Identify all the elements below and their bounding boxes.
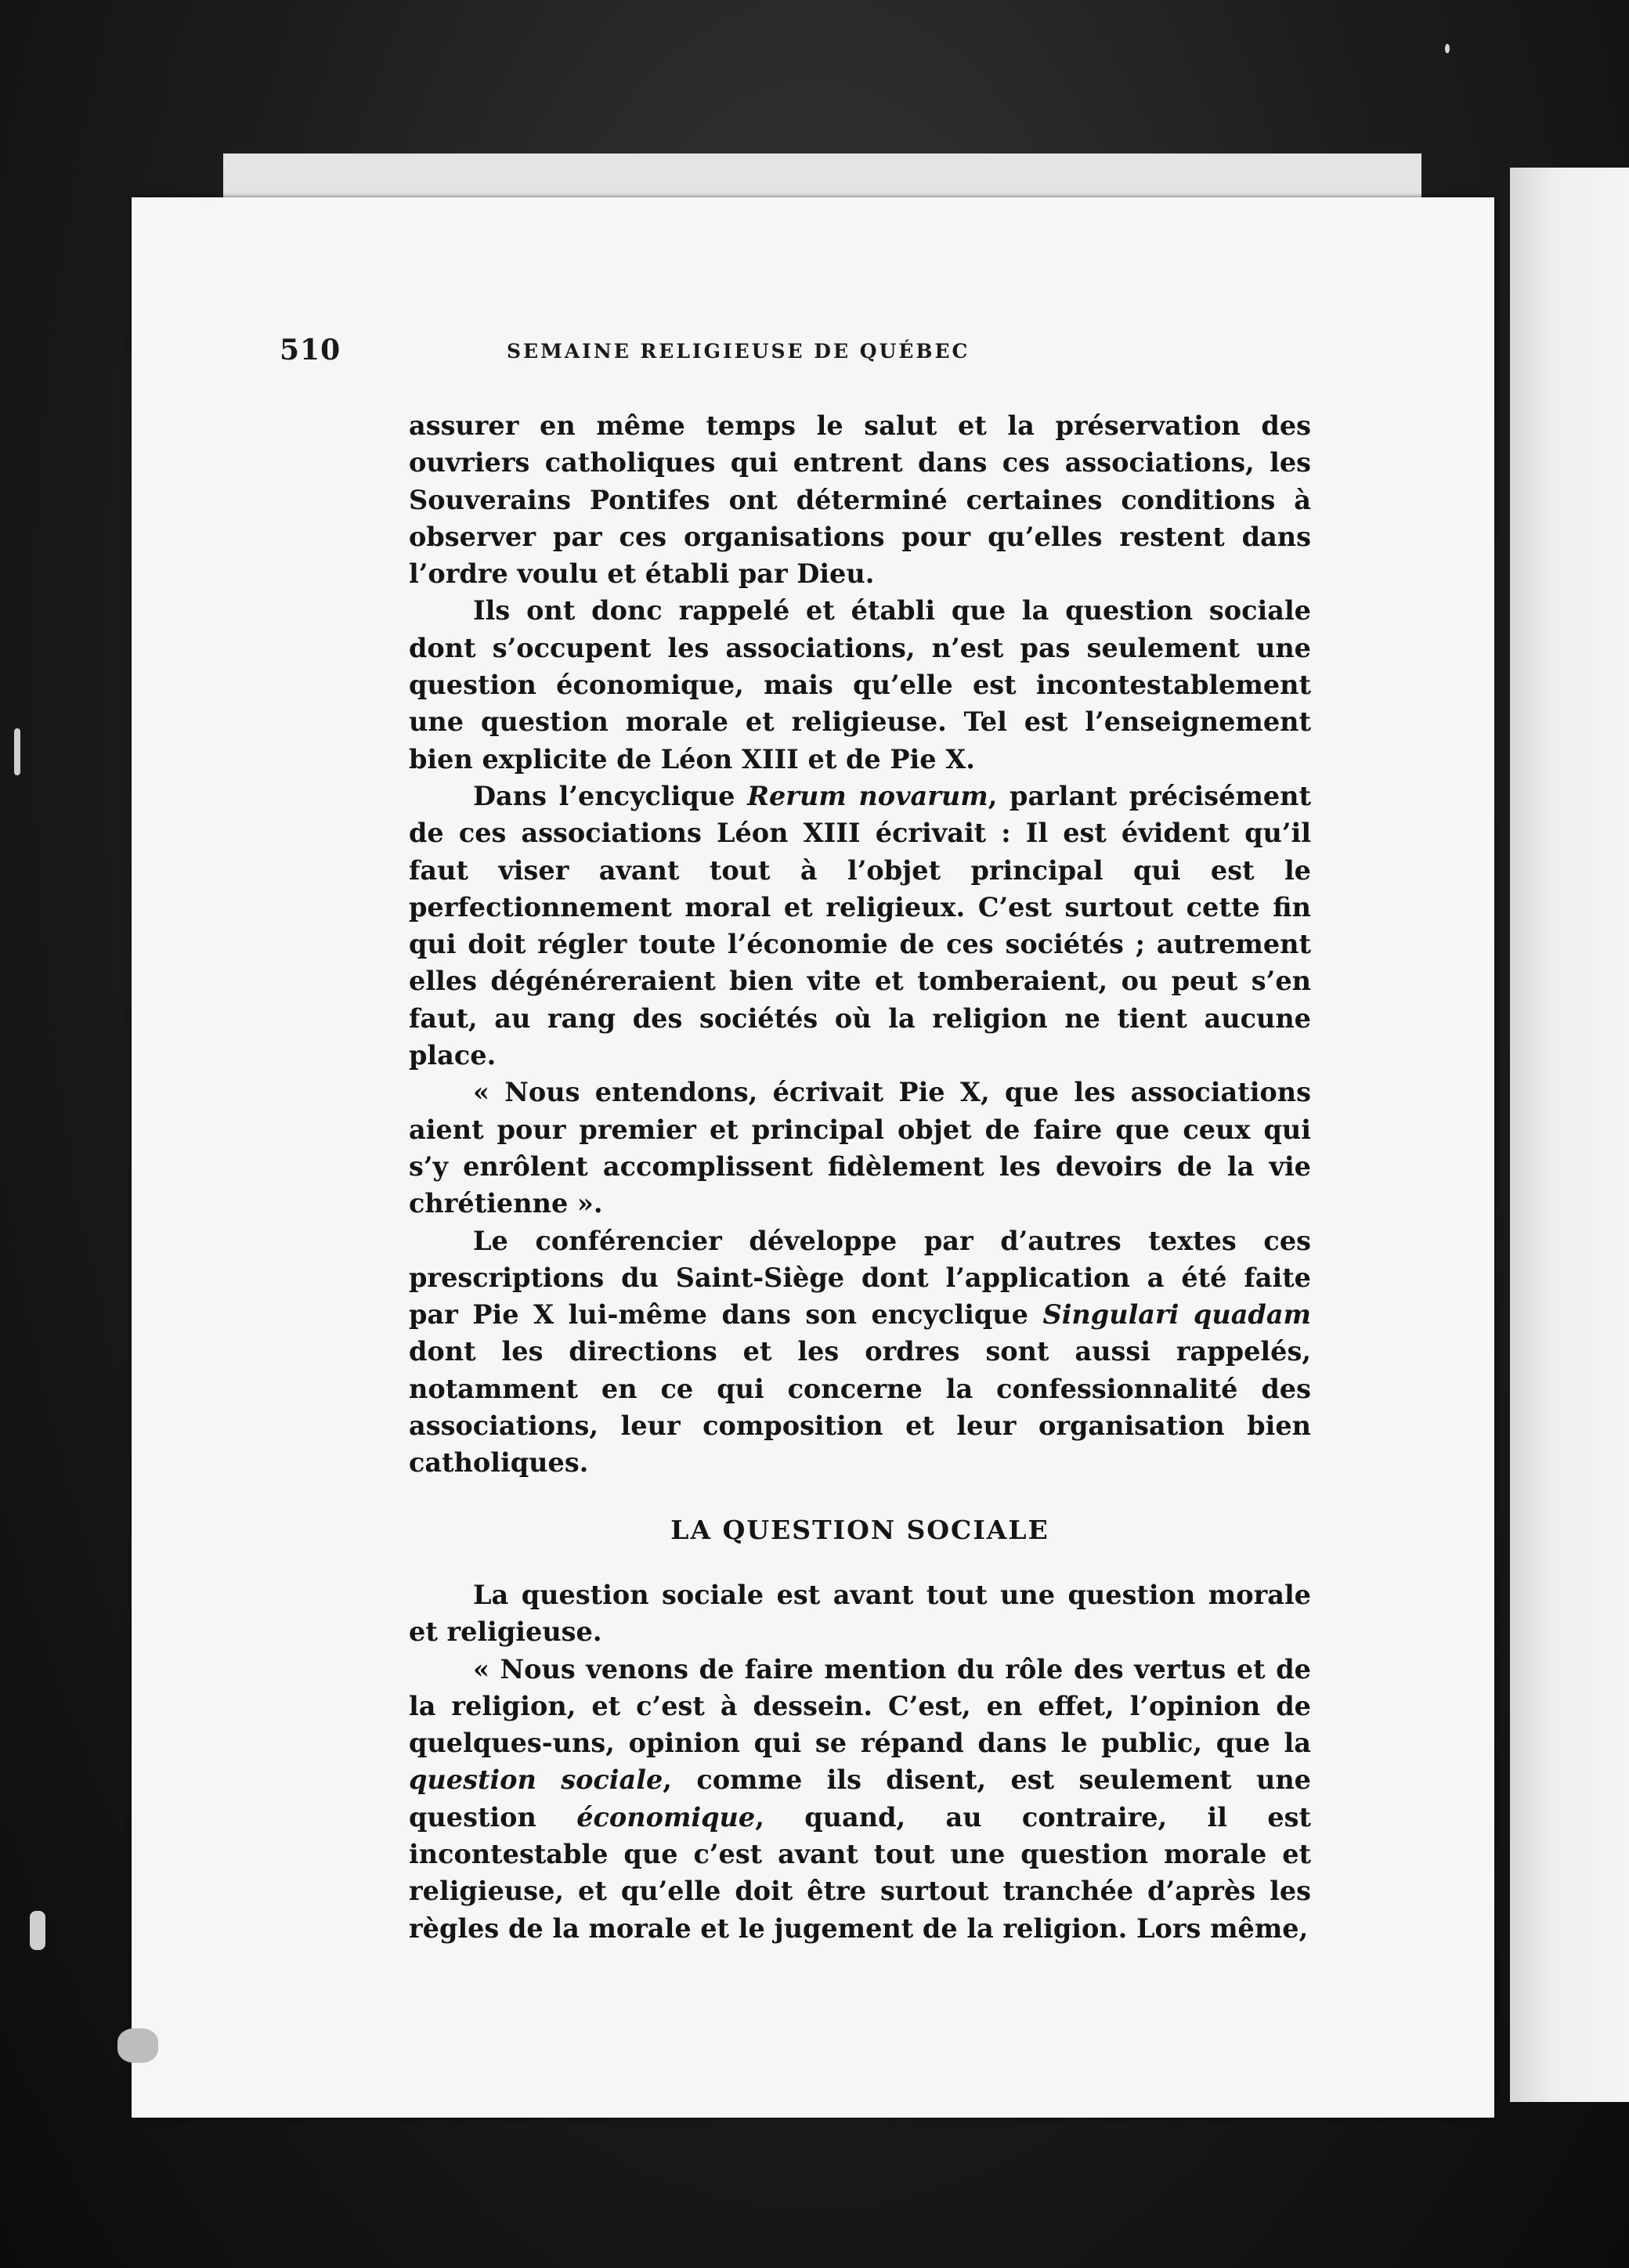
encyclical-title: Singulari quadam bbox=[1042, 1299, 1311, 1331]
emphasis: économique bbox=[576, 1801, 756, 1833]
paragraph-text: Le conférencier développe par d’autres textes ces prescriptions du Saint-Siège dont l’application a été faite par Pie X lui-même dans son encyclique bbox=[409, 1225, 1311, 1331]
paragraph bbox=[409, 778, 1311, 1074]
paragraph-text: dont les directions et les ordres sont aussi rappelés, notamment en ce qui concerne la confessionnalité des associations, leur composition et leur organisation bien catholiques. bbox=[409, 1336, 1311, 1479]
paragraph-text: , parlant précisément de ces associations Léon XIII écrivait : Il est évident qu’il faut viser avant tout à l’objet principal qui est le perfectionnement moral et religieux. C’est surtout cette fin qui doit régler toute l’économie de ces sociétés ; autrement elles dégénéreraient bien vite et tomberaient, ou peut s’en faut, au rang des sociétés où la religion ne tient aucune place. bbox=[409, 780, 1311, 1071]
paragraph-text: , comme ils disent, est seulement une question bbox=[409, 1764, 1312, 1833]
paragraph: Ils ont donc rappelé et établi que la question sociale dont s’occupent les associations, n’est pas seulement une question économique, mais qu’elle est incontestablement une question morale et religieuse. Tel est l’enseignement bien explicite de Léon XIII et de Pie X. bbox=[409, 595, 1311, 775]
running-head bbox=[280, 334, 1104, 377]
paragraph-text: « Nous venons de faire mention du rôle des vertus et de la religion, et c’est à dessein. C’est, en effet, l’opinion de quelques-uns, opinion qui se répand dans le public, que la bbox=[409, 1653, 1311, 1759]
scan-artifact bbox=[117, 2028, 158, 2063]
paragraph: assurer en même temps le salut et la préservation des ouvriers catholiques qui entrent dans ces associations, les Souverains Pontifes ont déterminé certaines conditions à observer par ces organisations pour qu’elles restent dans l’ordre voulu et établi par Dieu. bbox=[409, 410, 1311, 590]
paragraph bbox=[409, 1651, 1311, 1947]
scan-artifact bbox=[1445, 44, 1450, 53]
encyclical-title: Rerum novarum bbox=[747, 780, 988, 811]
paragraph-text: , quand, au contraire, il est incontestable que c’est avant tout une question morale et religieuse, et qu’elle doit être surtout tranchée d’après les règles de la morale et le jugement de la religion. Lors même, bbox=[409, 1801, 1311, 1944]
page-number: 510 bbox=[280, 334, 341, 367]
paragraph-text: Dans l’encyclique bbox=[473, 780, 748, 811]
section-heading: LA QUESTION SOCIALE bbox=[670, 1514, 1049, 1545]
scan-artifact bbox=[30, 1911, 45, 1950]
paragraph: La question sociale est avant tout une question morale et religieuse. bbox=[409, 1579, 1311, 1648]
paragraph: « Nous entendons, écrivait Pie X, que les associations aient pour premier et principal objet de faire que ceux qui s’y enrôlent accomplissent fidèlement les devoirs de la vie chrétienne ». bbox=[409, 1077, 1311, 1219]
emphasis: question sociale bbox=[409, 1764, 663, 1796]
journal-title: SEMAINE RELIGIEUSE DE QUÉBEC bbox=[507, 340, 970, 363]
scan-artifact bbox=[14, 728, 20, 775]
adjacent-page bbox=[1510, 168, 1629, 2102]
paragraph bbox=[409, 1222, 1311, 1482]
body-text bbox=[409, 407, 1311, 1947]
back-page-edge bbox=[223, 153, 1421, 200]
